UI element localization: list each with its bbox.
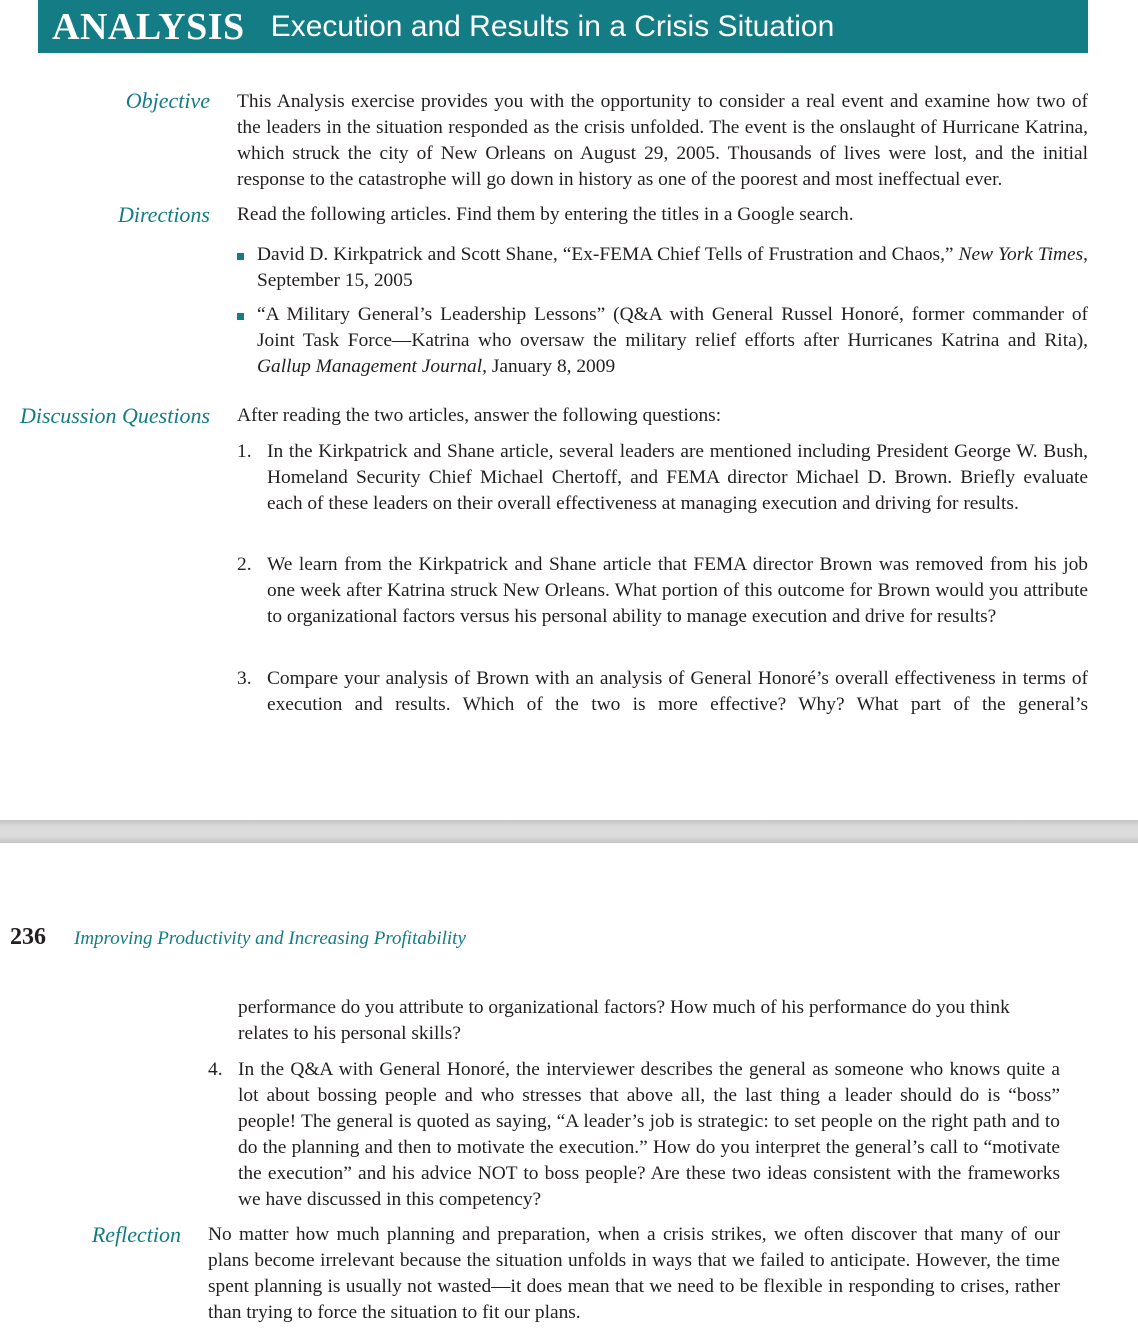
question-text: In the Kirkpatrick and Shane article, several leaders are mentioned including President George W. Bush, Homeland Security Chief Michael Chertoff, and FEMA director Michael D. Brown. Briefly evaluate each of these leaders on their overall effectiveness at managing execution and driving for results. — [267, 441, 1088, 514]
question-number: 3. — [237, 668, 252, 689]
running-head — [10, 924, 466, 951]
banner-title: Execution and Results in a Crisis Situation — [270, 9, 835, 43]
question-number: 1. — [237, 441, 252, 462]
question-1 — [237, 439, 1088, 517]
article-source: Gallup Management Journal — [257, 356, 483, 377]
question-3 — [237, 666, 1088, 718]
question-number: 4. — [208, 1059, 223, 1080]
question-text: In the Q&A with General Honoré, the interviewer describes the general as someone who knows quite a lot about bossing people and who stresses that above all, the last thing a leader should do is “boss” people! The general is quoted as saying, “A leader’s job is strategic: to set people on the right path and to do the planning and then to motivate the execution.” How do you interpret the general’s call to “motivate the execution” and his advice NOT to boss people? Are these two ideas consistent with the frameworks we have discussed in this competency? — [238, 1059, 1060, 1210]
question-text: We learn from the Kirkpatrick and Shane article that FEMA director Brown was removed from his job one week after Katrina struck New Orleans. What portion of this outcome for Brown would you attribute to organizational factors versus his personal ability to manage execution and drive for results? — [267, 554, 1088, 627]
section-banner — [38, 0, 1088, 53]
question-4 — [208, 1057, 1060, 1213]
question-text: Compare your analysis of Brown with an analysis of General Honoré’s overall effectiveness in terms of execution and results. Which of the two is more effective? Why? What part of the general’s — [267, 668, 1088, 715]
question-number: 2. — [237, 554, 252, 575]
directions-label: Directions — [117, 202, 210, 227]
reflection-label: Reflection — [91, 1222, 181, 1247]
question-text: performance do you attribute to organizational factors? How much of his performance do you think relates to his personal skills? — [238, 997, 1010, 1044]
objective-label: Objective — [125, 88, 210, 113]
bullet-square-icon — [237, 253, 244, 260]
article-source: New York Times — [958, 244, 1084, 265]
banner-kind: ANALYSIS — [52, 5, 245, 48]
question-2 — [237, 552, 1088, 630]
question-3-continued — [238, 995, 1060, 1047]
directions-text: Read the following articles. Find them by entering the titles in a Google search. — [237, 204, 854, 225]
bullet-square-icon — [237, 313, 244, 320]
reflection-text: No matter how much planning and preparation, when a crisis strikes, we often discover that many of our plans become irrelevant because the situation unfolds in ways that we failed to anticipate. However, the time spent planning is usually not wasted—it does mean that we need to be flexible in responding to crises, rather than trying to force the situation to fit our plans. — [208, 1224, 1060, 1323]
discussion-intro: After reading the two articles, answer the following questions: — [237, 405, 722, 426]
article-item-2: “A Military General’s Leadership Lessons” (Q&A with General Russel Honoré, former commander of Joint Task Force—Katrina who oversaw the military relief efforts after Hurricanes Katrina and Rita), Gallup Management Journal, January 8, 2009 — [257, 302, 1088, 380]
objective-text: This Analysis exercise provides you with the opportunity to consider a real event and examine how two of the leaders in the situation responded as the crisis unfolded. The event is the onslaught of Hurricane Katrina, which struck the city of New Orleans on August 29, 2005. Thousands of lives were lost, and the initial response to the catastrophe will go down in history as one of the poorest and most ineffectual ever. — [237, 91, 1088, 190]
article-item-1: David D. Kirkpatrick and Scott Shane, “Ex-FEMA Chief Tells of Frustration and Chaos,” New York Times, September 15, 2005 — [257, 242, 1088, 294]
page-separator — [0, 820, 1138, 843]
page-number: 236 — [10, 924, 46, 950]
discussion-label: Discussion Questions — [19, 403, 210, 428]
book-title: Improving Productivity and Increasing Profitability — [74, 928, 466, 949]
